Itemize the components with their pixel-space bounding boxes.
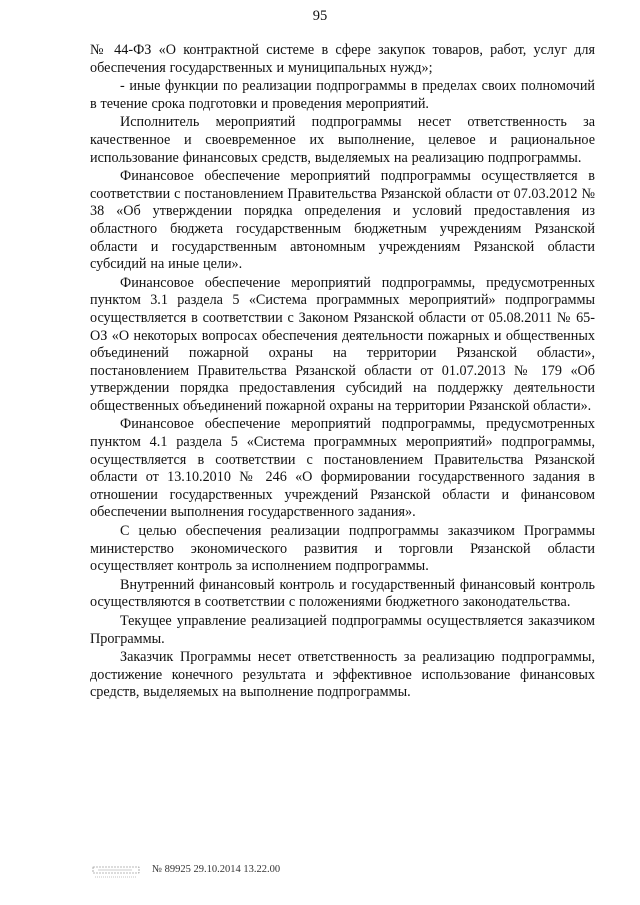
paragraph: Текущее управление реализацией подпрограммы осуществляется заказчиком Программы. bbox=[90, 613, 595, 647]
paragraph: Финансовое обеспечение мероприятий подпрограммы, предусмотренных пунктом 4.1 раздела 5 «Система программных мероприятий» подпрограммы, осуществляется в соответствии с постановлением Правительства Рязанской области от 13.10.2010 № 246 «О формировании государственного задания в отношении государственных учреждений Рязанской области и финансовом обеспечении выполнения государственного задания». bbox=[90, 416, 595, 521]
paragraph: Финансовое обеспечение мероприятий подпрограммы осуществляется в соответствии с постановлением Правительства Рязанской области от 07.03.2012 № 38 «Об утверждении порядка определения и условий предоставления из областного бюджета государственным бюджетным учреждениям Рязанской области и государственным автономным учреждениям Рязанской области субсидий на иные цели». bbox=[90, 168, 595, 273]
stamp-icon bbox=[92, 861, 140, 881]
paragraph-list-item: - иные функции по реализации подпрограммы в пределах своих полномочий в течение срока подготовки и проведения мероприятий. bbox=[90, 78, 595, 112]
page-number: 95 bbox=[312, 8, 328, 24]
document-body bbox=[90, 42, 595, 703]
paragraph: Внутренний финансовый контроль и государственный финансовый контроль осуществляются в соответствии с положениями бюджетного законодательства. bbox=[90, 576, 595, 611]
paragraph: Исполнитель мероприятий подпрограммы несет ответственность за качественное и своевременное их выполнение, целевое и рациональное использование финансовых средств, выделяемых на реализацию подпрограммы. bbox=[90, 114, 595, 166]
paragraph: Заказчик Программы несет ответственность за реализацию подпрограммы, достижение конечного результата и эффективное использование финансовых средств, выделяемых на выполнение подпрограммы. bbox=[90, 649, 595, 701]
document-footer bbox=[92, 860, 352, 884]
paragraph-continuation: № 44-ФЗ «О контрактной системе в сфере закупок товаров, работ, услуг для обеспечения государственных и муниципальных нужд»; bbox=[90, 42, 595, 76]
paragraph: С целью обеспечения реализации подпрограммы заказчиком Программы министерство экономического развития и торговли Рязанской области осуществляет контроль за исполнением подпрограммы. bbox=[90, 523, 595, 575]
registration-number: № 89925 29.10.2014 13.22.00 bbox=[152, 864, 281, 875]
paragraph: Финансовое обеспечение мероприятий подпрограммы, предусмотренных пунктом 3.1 раздела 5 «Система программных мероприятий» подпрограммы осуществляется в соответствии с Законом Рязанской области от 05.08.2011 № 65-ОЗ «О некоторых вопросах обеспечения деятельности пожарных и общественных объединений пожарной охраны на территории Рязанской области», постановлением Правительства Рязанской области от 01.07.2013 № 179 «Об утверждении порядка предоставления субсидий на поддержку деятельности общественных объединений пожарной охраны на территории Рязанской области». bbox=[90, 274, 595, 414]
